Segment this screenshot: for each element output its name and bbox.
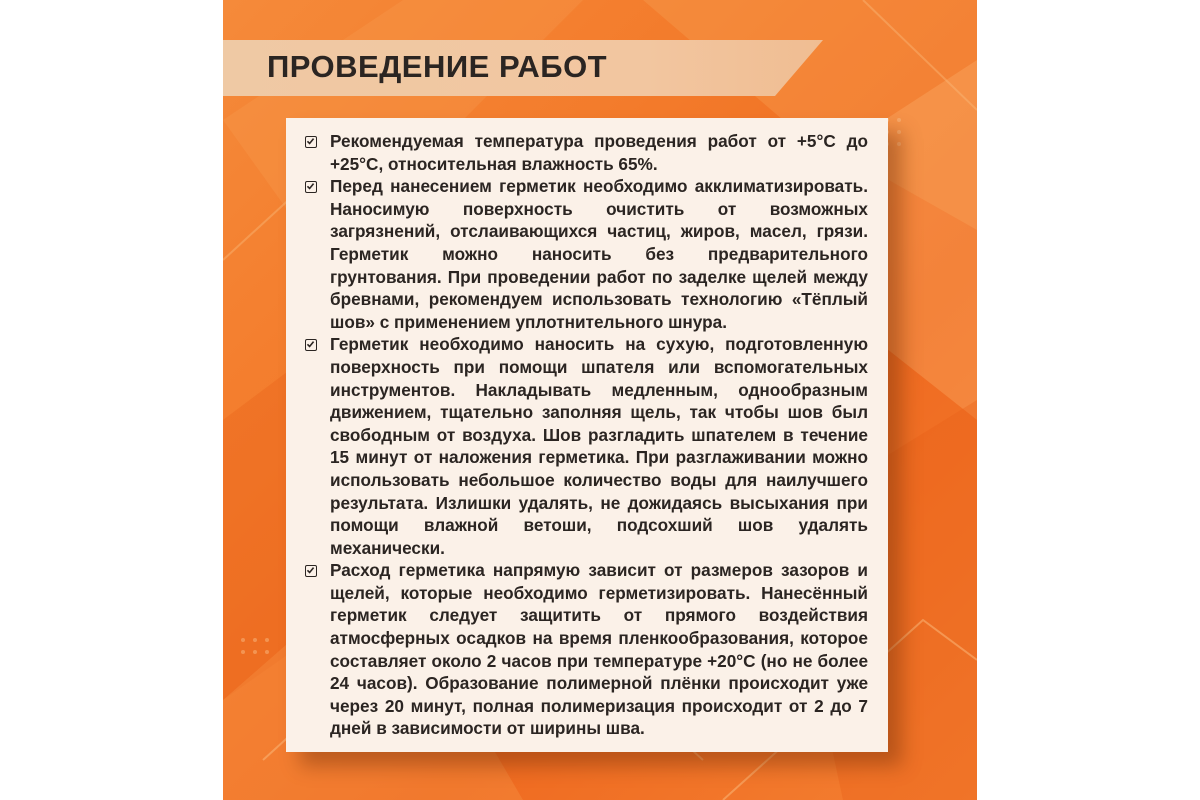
instruction-list [286, 130, 888, 740]
checkbox-checked-icon [305, 136, 317, 148]
checkbox-checked-icon [305, 181, 317, 193]
list-item-text: Перед нанесением герметик необходимо акклиматизировать. Наносимую поверхность очистить от возможных загрязнений, отслаивающихся частиц, жиров, масел, грязи. Герметик можно наносить без предварительного грунтования. При проведении работ по заделке щелей между бревнами, рекомендуем использовать технологию «Тёплый шов» с применением уплотнительного шнура. [330, 176, 868, 332]
list-item-text: Рекомендуемая температура проведения работ от +5°С до +25°С, относительная влажность 65%. [330, 131, 868, 174]
list-item [286, 559, 888, 740]
list-item [286, 130, 888, 175]
infographic-canvas [223, 0, 977, 800]
page-title: ПРОВЕДЕНИЕ РАБОТ [267, 49, 608, 84]
list-item-text: Расход герметика напрямую зависит от размеров зазоров и щелей, которые необходимо герметизировать. Нанесённый герметик следует защитить от прямого воздействия атмосферных осадков на время пленкообразования, которое составляет около 2 часов при температуре +20°С (но не более 24 часов). Образование полимерной плёнки происходит уже через 20 минут, полная полимеризация происходит от 2 до 7 дней в зависимости от ширины шва. [330, 560, 868, 739]
checkbox-checked-icon [305, 339, 317, 351]
checkbox-checked-icon [305, 565, 317, 577]
list-item [286, 175, 888, 333]
list-item [286, 333, 888, 559]
list-item-text: Герметик необходимо наносить на сухую, подготовленную поверхность при помощи шпателя или вспомогательных инструментов. Накладывать медленным, однообразным движением, тщательно заполняя щель, так чтобы шов был свободным от воздуха. Шов разгладить шпателем в течение 15 минут от наложения герметика. При разглаживании можно использовать небольшое количество воды для наилучшего результата. Излишки удалять, не дожидаясь высыхания при помощи влажной ветоши, подсохший шов удалять механически. [330, 334, 868, 558]
content-card [286, 118, 888, 752]
